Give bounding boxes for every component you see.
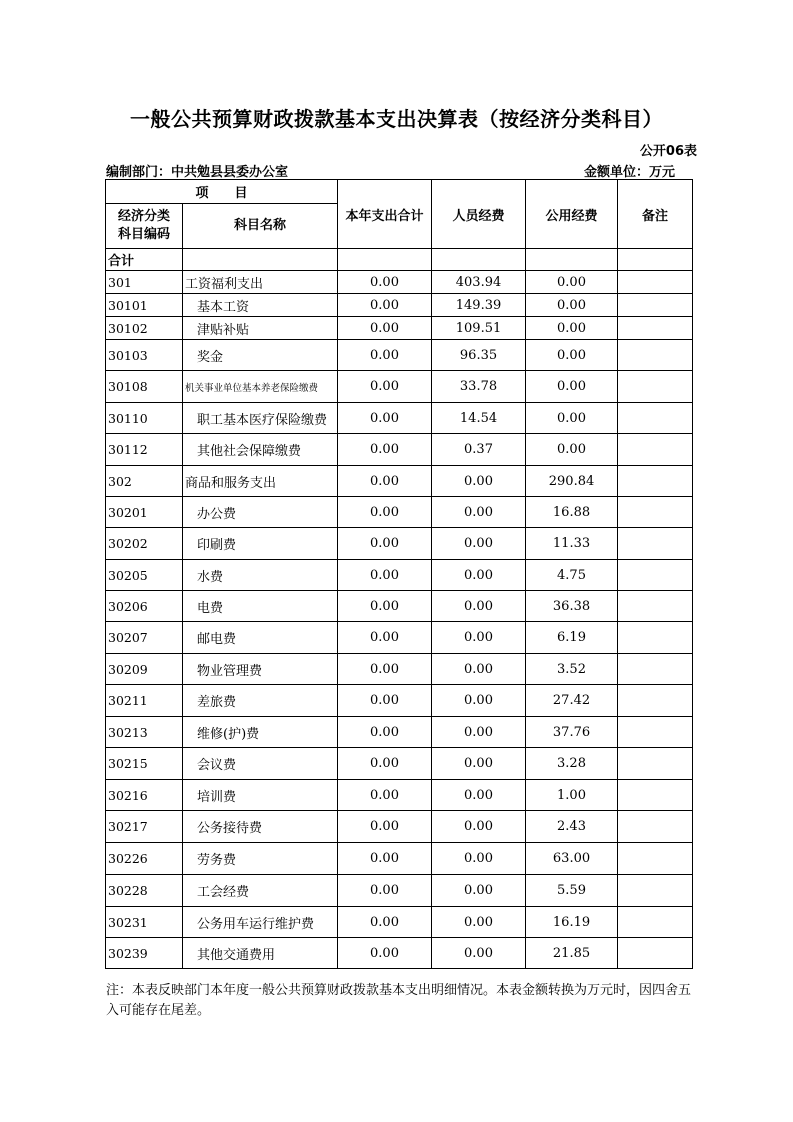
footnote: 注：本表反映部门本年度一般公共预算财政拨款基本支出明细情况。本表金额转换为万元时，因四舍五入可能存在尾差。 <box>106 983 692 1018</box>
row-total: 0.00 <box>338 271 432 294</box>
header-name: 科目名称 <box>183 204 338 249</box>
row-total: 0.00 <box>338 371 432 403</box>
row-remark <box>618 685 693 717</box>
table-row <box>106 811 693 843</box>
row-total: 0.00 <box>338 875 432 907</box>
table-row <box>106 717 693 748</box>
row-public: 1.00 <box>526 780 618 811</box>
table-row <box>106 591 693 622</box>
row-code: 30216 <box>106 780 183 811</box>
row-public: 5.59 <box>526 875 618 907</box>
row-total: 0.00 <box>338 685 432 717</box>
table-row <box>106 434 693 466</box>
row-total: 0.00 <box>338 748 432 780</box>
row-personnel: 0.00 <box>432 907 526 938</box>
table-row <box>106 466 693 497</box>
row-personnel: 33.78 <box>432 371 526 403</box>
row-personnel: 0.00 <box>432 654 526 685</box>
row-public: 0.00 <box>526 271 618 294</box>
row-public: 0.00 <box>526 434 618 466</box>
row-public: 0.00 <box>526 294 618 317</box>
row-personnel: 149.39 <box>432 294 526 317</box>
row-remark <box>618 528 693 560</box>
row-public: 6.19 <box>526 622 618 654</box>
table-row <box>106 403 693 434</box>
row-name: 办公费 <box>183 497 338 528</box>
row-public: 0.00 <box>526 317 618 340</box>
table-row <box>106 654 693 685</box>
row-remark <box>618 497 693 528</box>
table-row <box>106 294 693 317</box>
header-personnel: 人员经费 <box>432 180 526 249</box>
row-personnel: 0.00 <box>432 811 526 843</box>
row-remark <box>618 403 693 434</box>
row-personnel: 0.00 <box>432 497 526 528</box>
total-personnel <box>432 249 526 271</box>
table-row <box>106 340 693 371</box>
header-item-group: 项 目 <box>106 180 338 204</box>
row-total: 0.00 <box>338 591 432 622</box>
total-sum <box>338 249 432 271</box>
row-remark <box>618 371 693 403</box>
row-total: 0.00 <box>338 466 432 497</box>
row-total: 0.00 <box>338 497 432 528</box>
row-personnel: 0.00 <box>432 622 526 654</box>
row-public: 27.42 <box>526 685 618 717</box>
row-personnel: 96.35 <box>432 340 526 371</box>
row-public: 37.76 <box>526 717 618 748</box>
table-row <box>106 622 693 654</box>
header-public: 公用经费 <box>526 180 618 249</box>
table-row <box>106 907 693 938</box>
header-row-1 <box>106 180 693 204</box>
row-name: 邮电费 <box>183 622 338 654</box>
table-row <box>106 875 693 907</box>
row-code: 30211 <box>106 685 183 717</box>
row-name: 培训费 <box>183 780 338 811</box>
row-personnel: 0.00 <box>432 780 526 811</box>
row-code: 302 <box>106 466 183 497</box>
row-total: 0.00 <box>338 843 432 875</box>
row-name: 职工基本医疗保险缴费 <box>183 403 338 434</box>
row-personnel: 0.00 <box>432 685 526 717</box>
page-title: 一般公共预算财政拨款基本支出决算表（按经济分类科目） <box>130 107 663 131</box>
row-name: 其他社会保障缴费 <box>183 434 338 466</box>
row-remark <box>618 466 693 497</box>
row-code: 301 <box>106 271 183 294</box>
row-remark <box>618 875 693 907</box>
row-personnel: 0.00 <box>432 938 526 969</box>
row-remark <box>618 317 693 340</box>
header-code: 经济分类科目编码 <box>106 204 183 249</box>
header-total: 本年支出合计 <box>338 180 432 249</box>
row-public: 16.19 <box>526 907 618 938</box>
row-remark <box>618 591 693 622</box>
row-name: 印刷费 <box>183 528 338 560</box>
row-name: 差旅费 <box>183 685 338 717</box>
row-remark <box>618 434 693 466</box>
row-total: 0.00 <box>338 403 432 434</box>
row-remark <box>618 271 693 294</box>
row-public: 36.38 <box>526 591 618 622</box>
row-code: 30207 <box>106 622 183 654</box>
row-remark <box>618 717 693 748</box>
row-personnel: 0.00 <box>432 875 526 907</box>
department-label: 编制部门：中共勉县县委办公室 <box>106 165 289 180</box>
row-name: 津贴补贴 <box>183 317 338 340</box>
row-remark <box>618 811 693 843</box>
row-personnel: 14.54 <box>432 403 526 434</box>
row-name: 商品和服务支出 <box>183 466 338 497</box>
row-total: 0.00 <box>338 811 432 843</box>
row-code: 30101 <box>106 294 183 317</box>
row-name: 物业管理费 <box>183 654 338 685</box>
row-code: 30231 <box>106 907 183 938</box>
row-personnel: 403.94 <box>432 271 526 294</box>
row-code: 30206 <box>106 591 183 622</box>
table-row <box>106 780 693 811</box>
total-remark <box>618 249 693 271</box>
row-remark <box>618 780 693 811</box>
row-public: 0.00 <box>526 371 618 403</box>
row-code: 30112 <box>106 434 183 466</box>
row-public: 0.00 <box>526 340 618 371</box>
table-row <box>106 560 693 591</box>
row-code: 30205 <box>106 560 183 591</box>
total-label: 合计 <box>106 249 183 271</box>
row-code: 30217 <box>106 811 183 843</box>
row-public: 63.00 <box>526 843 618 875</box>
row-total: 0.00 <box>338 907 432 938</box>
row-public: 0.00 <box>526 403 618 434</box>
row-total: 0.00 <box>338 560 432 591</box>
row-name: 奖金 <box>183 340 338 371</box>
row-total: 0.00 <box>338 317 432 340</box>
row-public: 11.33 <box>526 528 618 560</box>
row-public: 2.43 <box>526 811 618 843</box>
row-remark <box>618 907 693 938</box>
unit-label: 金额单位：万元 <box>584 165 676 180</box>
row-code: 30228 <box>106 875 183 907</box>
row-code: 30213 <box>106 717 183 748</box>
row-name: 工资福利支出 <box>183 271 338 294</box>
row-remark <box>618 748 693 780</box>
row-name: 公务用车运行维护费 <box>183 907 338 938</box>
table-row <box>106 938 693 969</box>
row-remark <box>618 622 693 654</box>
row-total: 0.00 <box>338 938 432 969</box>
row-personnel: 109.51 <box>432 317 526 340</box>
row-public: 16.88 <box>526 497 618 528</box>
row-personnel: 0.00 <box>432 466 526 497</box>
total-public <box>526 249 618 271</box>
row-public: 3.52 <box>526 654 618 685</box>
row-code: 30103 <box>106 340 183 371</box>
table-row <box>106 317 693 340</box>
table-row <box>106 843 693 875</box>
row-personnel: 0.00 <box>432 748 526 780</box>
form-number: 公开06表 <box>639 144 697 159</box>
row-public: 4.75 <box>526 560 618 591</box>
row-total: 0.00 <box>338 717 432 748</box>
row-total: 0.00 <box>338 528 432 560</box>
row-personnel: 0.00 <box>432 717 526 748</box>
row-code: 30209 <box>106 654 183 685</box>
row-name: 会议费 <box>183 748 338 780</box>
row-total: 0.00 <box>338 294 432 317</box>
row-name: 其他交通费用 <box>183 938 338 969</box>
row-code: 30226 <box>106 843 183 875</box>
row-total: 0.00 <box>338 434 432 466</box>
expenditure-table <box>105 179 693 969</box>
row-name: 劳务费 <box>183 843 338 875</box>
table-row <box>106 497 693 528</box>
row-remark <box>618 294 693 317</box>
row-code: 30239 <box>106 938 183 969</box>
row-code: 30202 <box>106 528 183 560</box>
row-name: 维修(护)费 <box>183 717 338 748</box>
header-remark: 备注 <box>618 180 693 249</box>
row-name: 水费 <box>183 560 338 591</box>
row-total: 0.00 <box>338 780 432 811</box>
total-name-cell <box>183 249 338 271</box>
row-code: 30110 <box>106 403 183 434</box>
row-name: 电费 <box>183 591 338 622</box>
row-name: 工会经费 <box>183 875 338 907</box>
table-row <box>106 271 693 294</box>
row-code: 30108 <box>106 371 183 403</box>
row-total: 0.00 <box>338 654 432 685</box>
table-row <box>106 371 693 403</box>
row-remark <box>618 938 693 969</box>
row-public: 290.84 <box>526 466 618 497</box>
row-personnel: 0.37 <box>432 434 526 466</box>
table-row <box>106 685 693 717</box>
row-public: 21.85 <box>526 938 618 969</box>
row-personnel: 0.00 <box>432 843 526 875</box>
row-remark <box>618 843 693 875</box>
row-total: 0.00 <box>338 622 432 654</box>
row-personnel: 0.00 <box>432 560 526 591</box>
row-code: 30215 <box>106 748 183 780</box>
table-row <box>106 528 693 560</box>
row-personnel: 0.00 <box>432 528 526 560</box>
row-remark <box>618 654 693 685</box>
row-remark <box>618 340 693 371</box>
row-total: 0.00 <box>338 340 432 371</box>
row-remark <box>618 560 693 591</box>
row-name: 机关事业单位基本养老保险缴费 <box>183 371 338 403</box>
row-code: 30201 <box>106 497 183 528</box>
table-row <box>106 748 693 780</box>
row-name: 基本工资 <box>183 294 338 317</box>
row-code: 30102 <box>106 317 183 340</box>
row-name: 公务接待费 <box>183 811 338 843</box>
row-personnel: 0.00 <box>432 591 526 622</box>
total-row <box>106 249 693 271</box>
row-public: 3.28 <box>526 748 618 780</box>
